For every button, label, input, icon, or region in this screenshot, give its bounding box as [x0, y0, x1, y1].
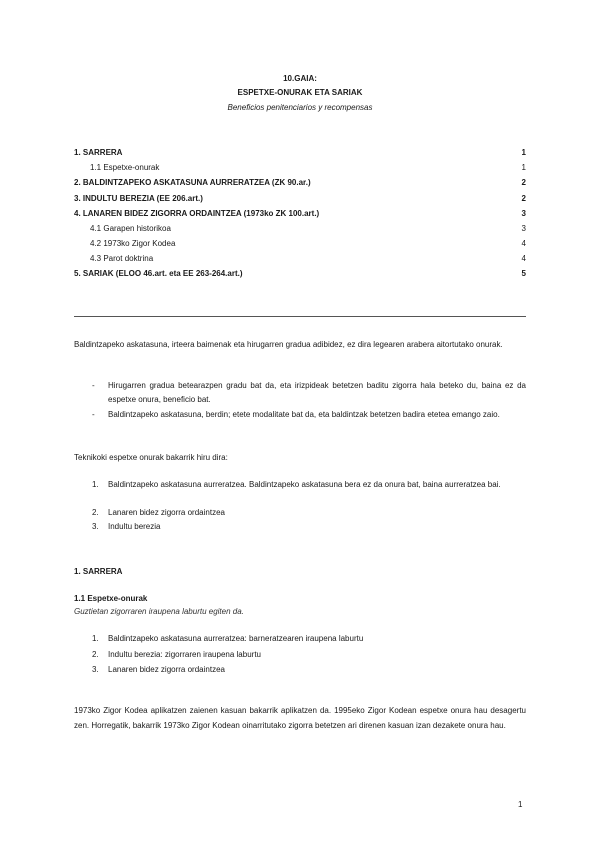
toc-entry[interactable]	[74, 163, 526, 175]
toc-entry-page: 2	[521, 194, 526, 203]
toc-entry[interactable]	[74, 178, 526, 190]
numbered-text: Indultu berezia	[108, 522, 161, 531]
subsection-note: Guztietan zigorraren iraupena laburtu egiten da.	[74, 607, 244, 616]
subsection-heading: 1.1 Espetxe-onurak	[74, 594, 148, 603]
toc-entry[interactable]	[74, 254, 526, 266]
closing-paragraph: 1973ko Zigor Kodea aplikatzen zaienen kasuan bakarrik aplikatzen da. 1995eko Zigor Kodean espetxe onura hau desagertu zen. Horregatik, bakarrik 1973ko Zigor Kodean oinarritutako zigorra betetzen ari direnen kasuan izan dezakete onura hau.	[74, 706, 526, 730]
toc-entry-label: 4.2 1973ko Zigor Kodea	[90, 239, 176, 248]
toc-entry[interactable]	[74, 194, 526, 206]
numbered-text: Lanaren bidez zigorra ordaintzea	[108, 508, 225, 517]
toc-entry-label: 4. LANAREN BIDEZ ZIGORRA ORDAINTZEA (1973ko ZK 100.art.)	[74, 209, 320, 218]
toc-entry-page: 3	[521, 224, 526, 233]
numbered-marker: 2.	[92, 508, 99, 517]
toc-entry[interactable]	[74, 239, 526, 251]
bullet-marker: -	[92, 381, 95, 390]
numbered-text: Indultu berezia: zigorraren iraupena laburtu	[108, 650, 261, 659]
bullet-marker: -	[92, 410, 95, 419]
numbered-text: Baldintzapeko askatasuna aurreratzea. Baldintzapeko askatasuna bera ez da onura bat, baina aurreratzea bai.	[108, 480, 501, 489]
toc-entry-label: 5. SARIAK (ELOO 46.art. eta EE 263-264.art.)	[74, 269, 243, 278]
technical-intro: Teknikoki espetxe onurak bakarrik hiru dira:	[74, 453, 228, 462]
toc-entry-label: 1.1 Espetxe-onurak	[90, 163, 160, 172]
toc-entry-page: 1	[521, 163, 526, 172]
page-number: 1	[518, 800, 523, 809]
toc-entry-page: 4	[521, 254, 526, 263]
numbered-marker: 1.	[92, 480, 99, 489]
numbered-marker: 2.	[92, 650, 99, 659]
numbered-text: Baldintzapeko askatasuna aurreratzea: barneratzearen iraupena laburtu	[108, 634, 364, 643]
toc-entry-label: 2. BALDINTZAPEKO ASKATASUNA AURRERATZEA (ZK 90.ar.)	[74, 178, 311, 187]
toc-entry-page: 5	[521, 269, 526, 278]
bullet-text: Hirugarren gradua betearazpen gradu bat da, eta irizpideak betetzen baditu zigorra hala beteko du, baina ez da espetxe onura, beneficio bat.	[108, 381, 526, 404]
intro-paragraph: Baldintzapeko askatasuna, irteera baimenak eta hirugarren gradua adibidez, ez dira legearen arabera aitortutako onurak.	[74, 340, 503, 349]
chapter-subtitle: Beneficios penitenciarios y recompensas	[227, 103, 373, 112]
numbered-marker: 1.	[92, 634, 99, 643]
toc-entry-label: 1. SARRERA	[74, 148, 123, 157]
toc-entry-page: 1	[521, 148, 526, 157]
toc-entry-page: 4	[521, 239, 526, 248]
toc-entry[interactable]	[74, 209, 526, 221]
toc-entry[interactable]	[74, 224, 526, 236]
numbered-marker: 3.	[92, 522, 99, 531]
toc-entry-label: 4.1 Garapen historikoa	[90, 224, 171, 233]
horizontal-divider	[74, 316, 526, 317]
numbered-marker: 3.	[92, 665, 99, 674]
numbered-text: Lanaren bidez zigorra ordaintzea	[108, 665, 225, 674]
toc-entry[interactable]	[74, 148, 526, 160]
toc-entry-page: 3	[521, 209, 526, 218]
toc-entry[interactable]	[74, 269, 526, 281]
toc-entry-label: 3. INDULTU BEREZIA (EE 206.art.)	[74, 194, 203, 203]
chapter-title: ESPETXE-ONURAK ETA SARIAK	[237, 88, 363, 97]
section-heading: 1. SARRERA	[74, 567, 123, 576]
chapter-number: 10.GAIA:	[283, 74, 317, 83]
toc-entry-label: 4.3 Parot doktrina	[90, 254, 154, 263]
toc-entry-page: 2	[521, 178, 526, 187]
bullet-text: Baldintzapeko askatasuna, berdin; etete modalitate bat da, eta baldintzak betetzen badira etetea emango zaio.	[108, 410, 500, 419]
